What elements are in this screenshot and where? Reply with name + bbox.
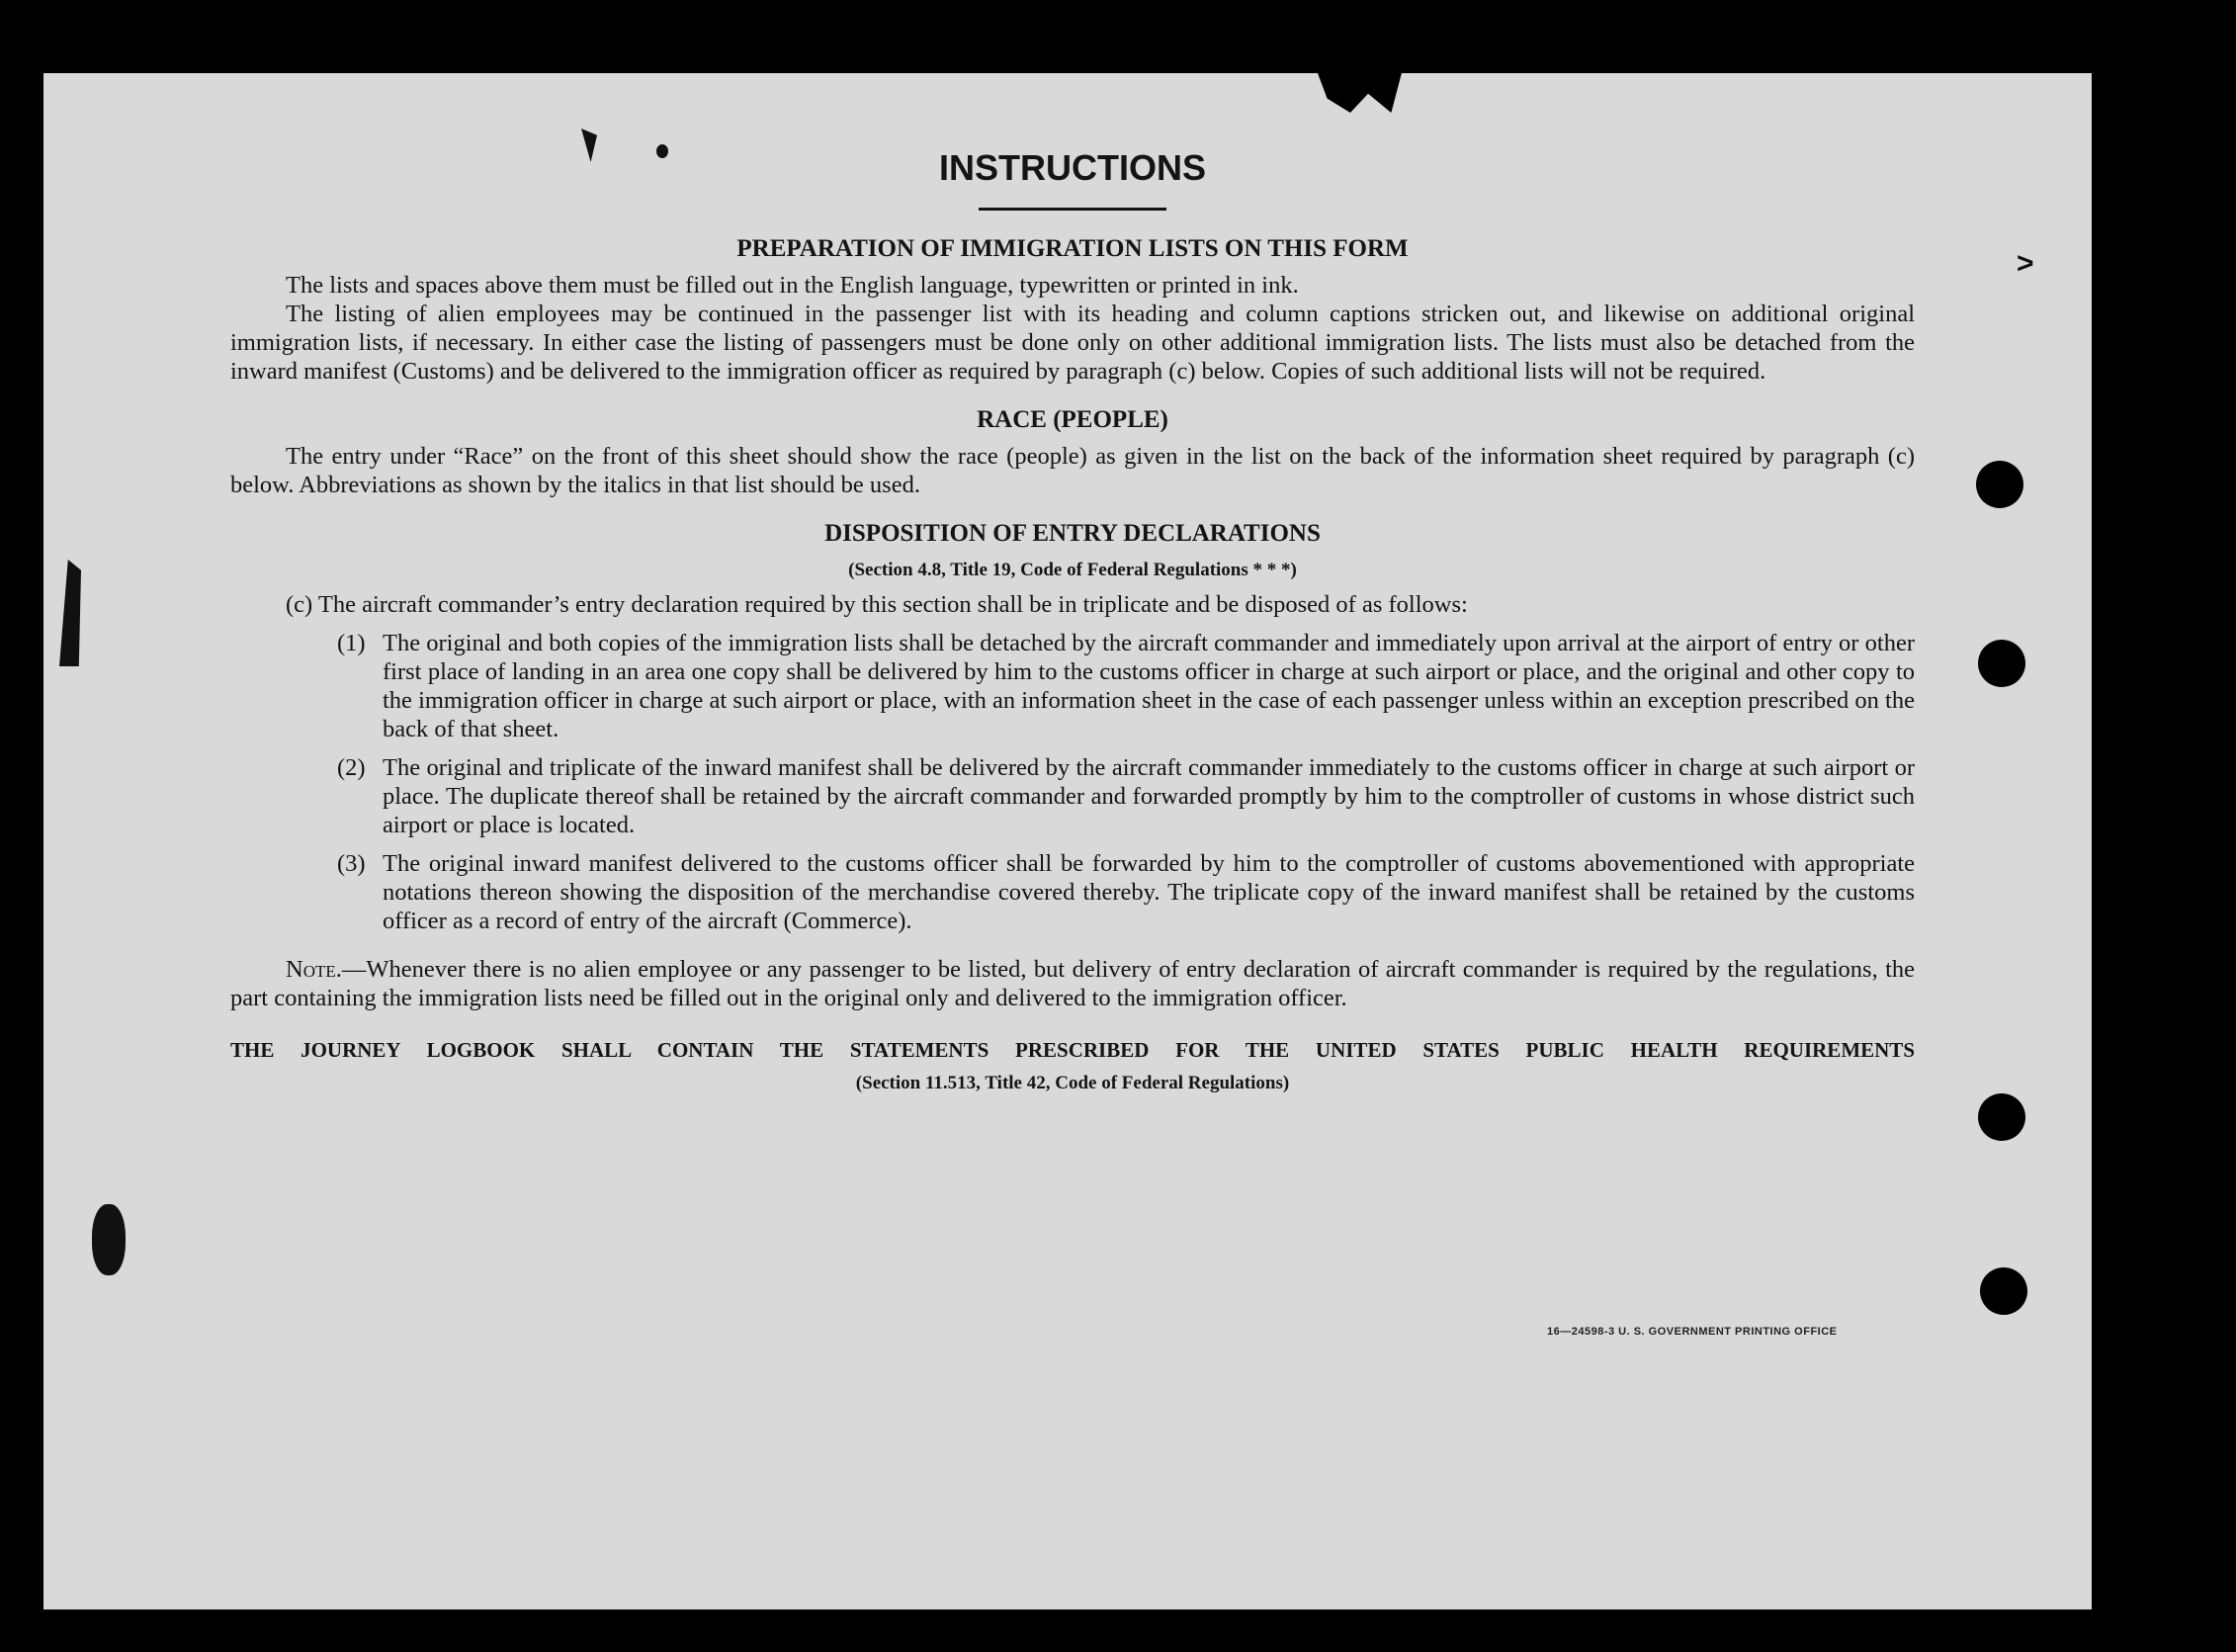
- page-title: INSTRUCTIONS: [939, 147, 1206, 188]
- title-rule: [979, 208, 1166, 211]
- item-number: (3): [337, 850, 366, 877]
- race-paragraph: The entry under “Race” on the front of this sheet should show the race (people) as given in the list on the back of the information sheet required by paragraph (c) below. Abbreviations as shown by the italics in that list should be used.: [230, 443, 1915, 498]
- race-heading: RACE (PEOPLE): [977, 406, 1168, 433]
- item-number: (1): [337, 630, 366, 656]
- instructions-body: [230, 148, 1915, 1103]
- preparation-paragraph-2: The listing of alien employees may be continued in the passenger list with its heading and column captions stricken out, and likewise on additional original immigration lists, if necessary. In either case the listing of passengers must be done only on other additional immigration lists. The lists must also be detached from the inward manifest (Customs) and be delivered to the immigration officer as required by paragraph (c) below. Copies of such additional lists will not be required.: [230, 301, 1915, 385]
- note-paragraph: [230, 955, 1915, 1012]
- disposition-citation: (Section 4.8, Title 19, Code of Federal Regulations * * *): [848, 560, 1297, 580]
- logbook-citation: (Section 11.513, Title 42, Code of Federal Regulations): [855, 1073, 1290, 1093]
- disposition-item: [337, 849, 1915, 935]
- punch-hole-2: [1978, 640, 2025, 687]
- item-text: The original and triplicate of the inward manifest shall be delivered by the aircraft commander immediately to the customs officer in charge at such airport or place. The duplicate thereof shall be retained by the aircraft commander and forwarded promptly by him to the comptroller of customs in whose district such airport or place is located.: [383, 754, 1915, 838]
- note-text: —Whenever there is no alien employee or any passenger to be listed, but delivery of entry declaration of aircraft commander is required by the regulations, the part containing the immigration lists need be filled out in the original only and delivered to the immigration officer.: [230, 956, 1915, 1011]
- punch-hole-3: [1978, 1093, 2025, 1141]
- punch-hole-4: [1980, 1267, 2027, 1315]
- logbook-statement: THE JOURNEY LOGBOOK SHALL CONTAIN THE STATEMENTS PRESCRIBED FOR THE UNITED STATES PUBLIC HEALTH REQUIREMENTS: [230, 1038, 1915, 1062]
- disposition-heading: DISPOSITION OF ENTRY DECLARATIONS: [824, 520, 1321, 547]
- disposition-item: [337, 629, 1915, 743]
- item-text: The original and both copies of the immigration lists shall be detached by the aircraft commander and immediately upon arrival at the airport of entry or other first place of landing in an area one copy shall be delivered by him to the customs officer in charge at such airport or place, and the original and other copy to the immigration officer in charge at such airport or place, with an information sheet in the case of each passenger unless within an exception prescribed on the back of that sheet.: [383, 630, 1915, 742]
- preparation-heading: PREPARATION OF IMMIGRATION LISTS ON THIS FORM: [736, 235, 1409, 262]
- ink-blot-left-lower: [92, 1204, 126, 1275]
- preparation-paragraph-1: The lists and spaces above them must be filled out in the English language, typewritten or printed in ink.: [286, 272, 1299, 299]
- disposition-intro: (c) The aircraft commander’s entry declaration required by this section shall be in triplicate and be disposed of as follows:: [286, 591, 1468, 618]
- margin-mark: >: [2017, 247, 2034, 280]
- disposition-item: [337, 753, 1915, 839]
- item-number: (2): [337, 754, 366, 781]
- item-text: The original inward manifest delivered to the customs officer shall be forwarded by him to the comptroller of customs abovementioned with appropriate notations thereon showing the disposition of the merchandise covered thereby. The triplicate copy of the inward manifest shall be retained by the customs officer as a record of entry of the aircraft (Commerce).: [383, 850, 1915, 934]
- printing-office-imprint: 16—24598-3 U. S. GOVERNMENT PRINTING OFFICE: [1547, 1326, 1838, 1338]
- note-label: Note.: [286, 956, 342, 983]
- punch-hole-1: [1976, 461, 2023, 508]
